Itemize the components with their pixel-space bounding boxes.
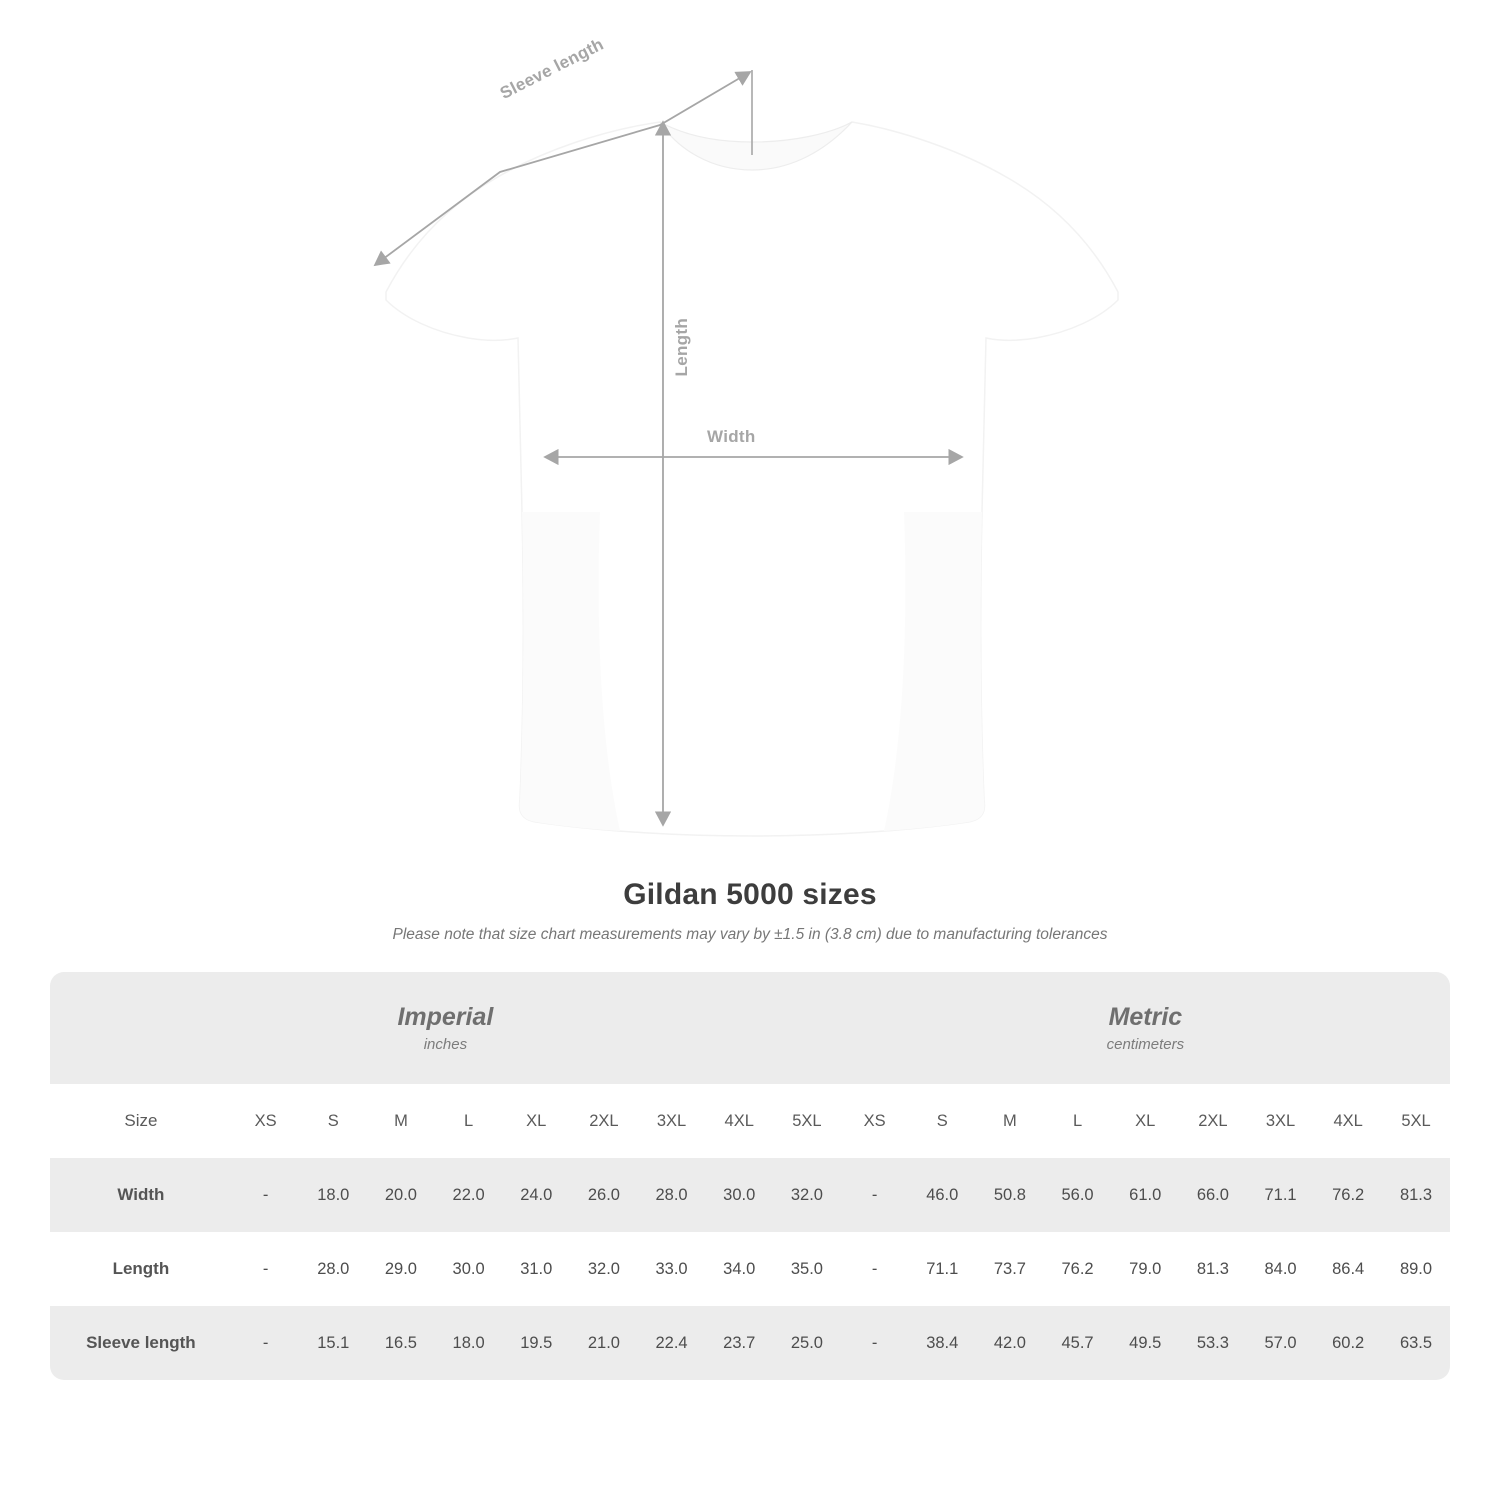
sleeve-metric-5xl: 63.5	[1382, 1306, 1450, 1380]
sleeve-length-label: Sleeve length	[497, 34, 607, 103]
table-row	[50, 1232, 1450, 1306]
size-header-imperial-s: S	[299, 1084, 367, 1158]
length-imperial-4xl: 34.0	[705, 1232, 773, 1306]
length-metric-xs: -	[841, 1232, 909, 1306]
length-metric-4xl: 86.4	[1314, 1232, 1382, 1306]
size-header-imperial-5xl: 5XL	[773, 1084, 841, 1158]
size-chart-heading	[0, 878, 1500, 944]
imperial-unit-sub: inches	[423, 1035, 468, 1053]
size-header-row	[50, 1084, 1450, 1158]
size-table-wrapper	[50, 972, 1450, 1380]
size-header-metric-5xl: 5XL	[1382, 1084, 1450, 1158]
metric-unit-cell	[841, 972, 1450, 1084]
sleeve-imperial-xs: -	[232, 1306, 300, 1380]
size-header-metric-xs: XS	[841, 1084, 909, 1158]
width-imperial-2xl: 26.0	[570, 1158, 638, 1232]
size-header-imperial-l: L	[435, 1084, 503, 1158]
size-header-imperial-m: M	[367, 1084, 435, 1158]
row-label-length: Length	[50, 1232, 232, 1306]
sleeve-imperial-4xl: 23.7	[705, 1306, 773, 1380]
sleeve-metric-3xl: 57.0	[1247, 1306, 1315, 1380]
length-imperial-xl: 31.0	[502, 1232, 570, 1306]
length-imperial-xs: -	[232, 1232, 300, 1306]
width-metric-5xl: 81.3	[1382, 1158, 1450, 1232]
size-header-imperial-xl: XL	[502, 1084, 570, 1158]
sleeve-imperial-5xl: 25.0	[773, 1306, 841, 1380]
width-imperial-l: 22.0	[435, 1158, 503, 1232]
length-metric-3xl: 84.0	[1247, 1232, 1315, 1306]
sleeve-imperial-3xl: 22.4	[638, 1306, 706, 1380]
size-header-metric-l: L	[1044, 1084, 1112, 1158]
width-imperial-5xl: 32.0	[773, 1158, 841, 1232]
width-imperial-m: 20.0	[367, 1158, 435, 1232]
sleeve-metric-2xl: 53.3	[1179, 1306, 1247, 1380]
length-metric-m: 73.7	[976, 1232, 1044, 1306]
size-header-imperial-4xl: 4XL	[705, 1084, 773, 1158]
sleeve-metric-l: 45.7	[1044, 1306, 1112, 1380]
length-metric-s: 71.1	[908, 1232, 976, 1306]
shirt-outline	[386, 122, 1118, 836]
sleeve-metric-xl: 49.5	[1111, 1306, 1179, 1380]
row-label-sleeve-length: Sleeve length	[50, 1306, 232, 1380]
length-metric-5xl: 89.0	[1382, 1232, 1450, 1306]
width-metric-xl: 61.0	[1111, 1158, 1179, 1232]
size-header-metric-m: M	[976, 1084, 1044, 1158]
width-metric-2xl: 66.0	[1179, 1158, 1247, 1232]
row-label-width: Width	[50, 1158, 232, 1232]
width-metric-m: 50.8	[976, 1158, 1044, 1232]
width-imperial-xs: -	[232, 1158, 300, 1232]
size-chart-table	[50, 972, 1450, 1380]
length-metric-l: 76.2	[1044, 1232, 1112, 1306]
length-imperial-2xl: 32.0	[570, 1232, 638, 1306]
page-title: Gildan 5000 sizes	[623, 878, 877, 911]
size-header-metric-3xl: 3XL	[1247, 1084, 1315, 1158]
width-metric-3xl: 71.1	[1247, 1158, 1315, 1232]
metric-unit-name: Metric	[1108, 1003, 1183, 1032]
sleeve-imperial-l: 18.0	[435, 1306, 503, 1380]
width-metric-4xl: 76.2	[1314, 1158, 1382, 1232]
imperial-unit-name: Imperial	[397, 1003, 494, 1032]
width-metric-s: 46.0	[908, 1158, 976, 1232]
size-header-imperial-3xl: 3XL	[638, 1084, 706, 1158]
length-label: Length	[672, 318, 691, 377]
size-header-imperial-xs: XS	[232, 1084, 300, 1158]
imperial-unit-cell	[50, 972, 841, 1084]
sleeve-metric-4xl: 60.2	[1314, 1306, 1382, 1380]
table-row	[50, 1306, 1450, 1380]
sleeve-metric-s: 38.4	[908, 1306, 976, 1380]
metric-unit-sub: centimeters	[1106, 1035, 1185, 1053]
unit-header-row	[50, 972, 1450, 1084]
tolerance-note: Please note that size chart measurements may vary by ±1.5 in (3.8 cm) due to manufacturing tolerances	[392, 926, 1108, 943]
size-header-label: Size	[50, 1084, 232, 1158]
size-header-imperial-2xl: 2XL	[570, 1084, 638, 1158]
sleeve-imperial-m: 16.5	[367, 1306, 435, 1380]
size-header-metric-4xl: 4XL	[1314, 1084, 1382, 1158]
sleeve-metric-xs: -	[841, 1306, 909, 1380]
length-metric-2xl: 81.3	[1179, 1232, 1247, 1306]
size-header-metric-xl: XL	[1111, 1084, 1179, 1158]
width-imperial-xl: 24.0	[502, 1158, 570, 1232]
size-header-metric-s: S	[908, 1084, 976, 1158]
length-metric-xl: 79.0	[1111, 1232, 1179, 1306]
width-label: Width	[707, 427, 756, 446]
length-imperial-5xl: 35.0	[773, 1232, 841, 1306]
length-imperial-m: 29.0	[367, 1232, 435, 1306]
width-imperial-4xl: 30.0	[705, 1158, 773, 1232]
sleeve-imperial-xl: 19.5	[502, 1306, 570, 1380]
length-imperial-l: 30.0	[435, 1232, 503, 1306]
table-row	[50, 1158, 1450, 1232]
length-imperial-s: 28.0	[299, 1232, 367, 1306]
width-metric-l: 56.0	[1044, 1158, 1112, 1232]
width-imperial-3xl: 28.0	[638, 1158, 706, 1232]
width-metric-xs: -	[841, 1158, 909, 1232]
width-imperial-s: 18.0	[299, 1158, 367, 1232]
sleeve-imperial-2xl: 21.0	[570, 1306, 638, 1380]
sleeve-imperial-s: 15.1	[299, 1306, 367, 1380]
length-imperial-3xl: 33.0	[638, 1232, 706, 1306]
size-header-metric-2xl: 2XL	[1179, 1084, 1247, 1158]
sleeve-metric-m: 42.0	[976, 1306, 1044, 1380]
